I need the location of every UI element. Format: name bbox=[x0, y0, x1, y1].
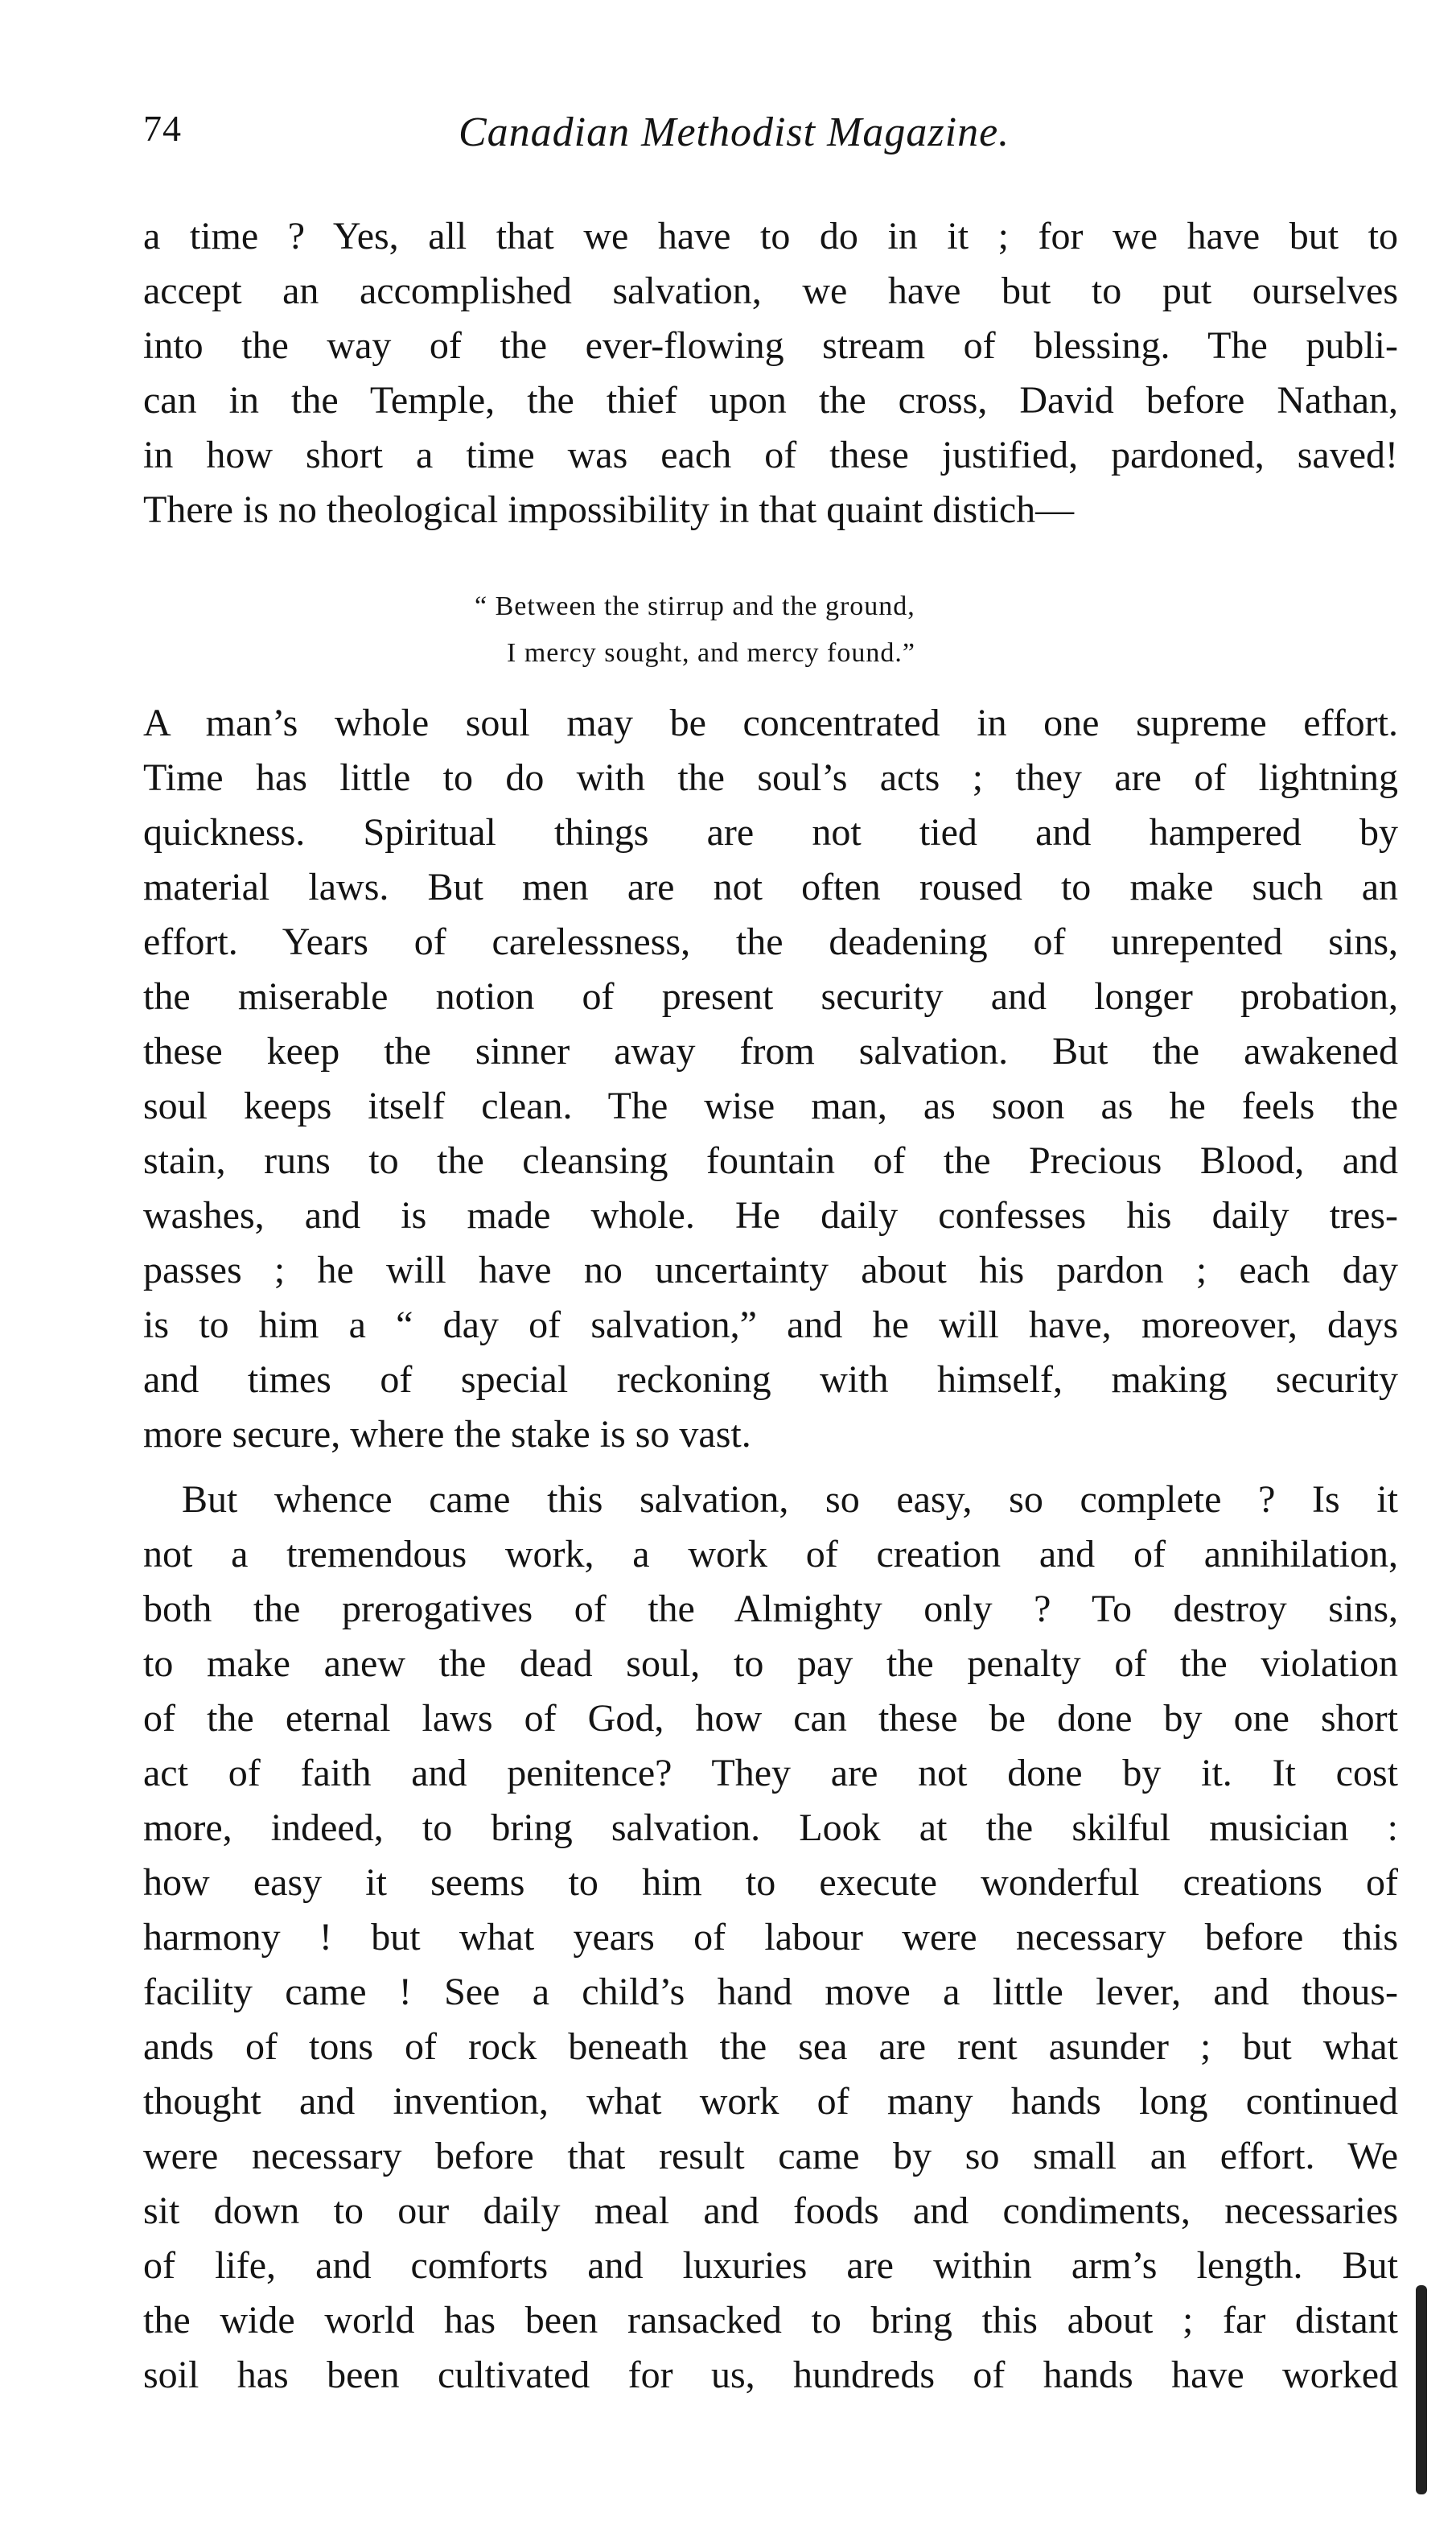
text-line: soil has been cultivated for us, hundreds of hands have worked bbox=[143, 2354, 1398, 2396]
binding-edge-mark bbox=[1416, 2285, 1427, 2494]
text-line: how easy it seems to him to execute wonderful creations of bbox=[143, 1861, 1398, 1904]
text-line: ands of tons of rock beneath the sea are rent asunder ; but what bbox=[143, 2025, 1398, 2068]
text-line: stain, runs to the cleansing fountain of the Precious Blood, and bbox=[143, 1139, 1398, 1182]
text-line: passes ; he will have no uncertainty about his pardon ; each day bbox=[143, 1249, 1398, 1291]
paragraph-1 bbox=[143, 209, 1398, 538]
text-line: these keep the sinner away from salvation. But the awakened bbox=[143, 1030, 1398, 1073]
text-line: can in the Temple, the thief upon the cross, David before Nathan, bbox=[143, 379, 1398, 422]
quote-line: I mercy sought, and mercy found.” bbox=[507, 638, 915, 668]
text-line: and times of special reckoning with himself, making security bbox=[143, 1358, 1398, 1401]
text-line: quickness. Spiritual things are not tied and hampered by bbox=[143, 811, 1398, 854]
text-line: effort. Years of carelessness, the deadening of unrepented sins, bbox=[143, 921, 1398, 963]
text-line: Time has little to do with the soul’s acts ; they are of lightning bbox=[143, 756, 1398, 799]
text-line: But whence came this salvation, so easy, so complete ? Is it bbox=[182, 1478, 1398, 1521]
text-line: harmony ! but what years of labour were necessary before this bbox=[143, 1916, 1398, 1959]
text-line: is to him a “ day of salvation,” and he will have, moreover, days bbox=[143, 1304, 1398, 1346]
text-line: sit down to our daily meal and foods and condiments, necessaries bbox=[143, 2189, 1398, 2232]
text-line: of the eternal laws of God, how can these be done by one short bbox=[143, 1697, 1398, 1740]
text-line: in how short a time was each of these justified, pardoned, saved! bbox=[143, 434, 1398, 476]
text-line: There is no theological impossibility in that quaint distich— bbox=[143, 488, 1075, 531]
text-line: act of faith and penitence? They are not done by it. It cost bbox=[143, 1752, 1398, 1794]
text-line: to make anew the dead soul, to pay the penalty of the violation bbox=[143, 1642, 1398, 1685]
running-title: Canadian Methodist Magazine. bbox=[459, 109, 1010, 155]
text-line: more, indeed, to bring salvation. Look at the skilful musician : bbox=[143, 1806, 1398, 1849]
text-line: soul keeps itself clean. The wise man, as soon as he feels the bbox=[143, 1085, 1398, 1127]
text-line: were necessary before that result came by so small an effort. We bbox=[143, 2135, 1398, 2177]
text-line: A man’s whole soul may be concentrated in one supreme effort. bbox=[143, 702, 1398, 744]
paragraph-3 bbox=[143, 1473, 1398, 2403]
text-line: material laws. But men are not often roused to make such an bbox=[143, 866, 1398, 908]
quote-line: “ Between the stirrup and the ground, bbox=[475, 591, 915, 621]
paragraph-2 bbox=[143, 696, 1398, 1462]
text-line: the miserable notion of present security and longer probation, bbox=[143, 975, 1398, 1018]
text-line: washes, and is made whole. He daily confesses his daily tres- bbox=[143, 1194, 1398, 1237]
text-line: both the prerogatives of the Almighty only ? To destroy sins, bbox=[143, 1588, 1398, 1630]
page-number: 74 bbox=[143, 108, 182, 149]
text-line: into the way of the ever-flowing stream of blessing. The publi- bbox=[143, 324, 1398, 367]
verse-quote bbox=[475, 583, 1086, 677]
text-line: not a tremendous work, a work of creation and of annihilation, bbox=[143, 1533, 1398, 1576]
text-line: more secure, where the stake is so vast. bbox=[143, 1413, 751, 1456]
text-line: accept an accomplished salvation, we have but to put ourselves bbox=[143, 270, 1398, 312]
text-line: a time ? Yes, all that we have to do in it ; for we have but to bbox=[143, 215, 1398, 257]
text-line: facility came ! See a child’s hand move a little lever, and thous- bbox=[143, 1971, 1398, 2013]
text-line: the wide world has been ransacked to bring this about ; far distant bbox=[143, 2299, 1398, 2342]
page-header bbox=[143, 105, 1398, 177]
text-line: of life, and comforts and luxuries are within arm’s length. But bbox=[143, 2244, 1398, 2287]
text-line: thought and invention, what work of many hands long continued bbox=[143, 2080, 1398, 2123]
